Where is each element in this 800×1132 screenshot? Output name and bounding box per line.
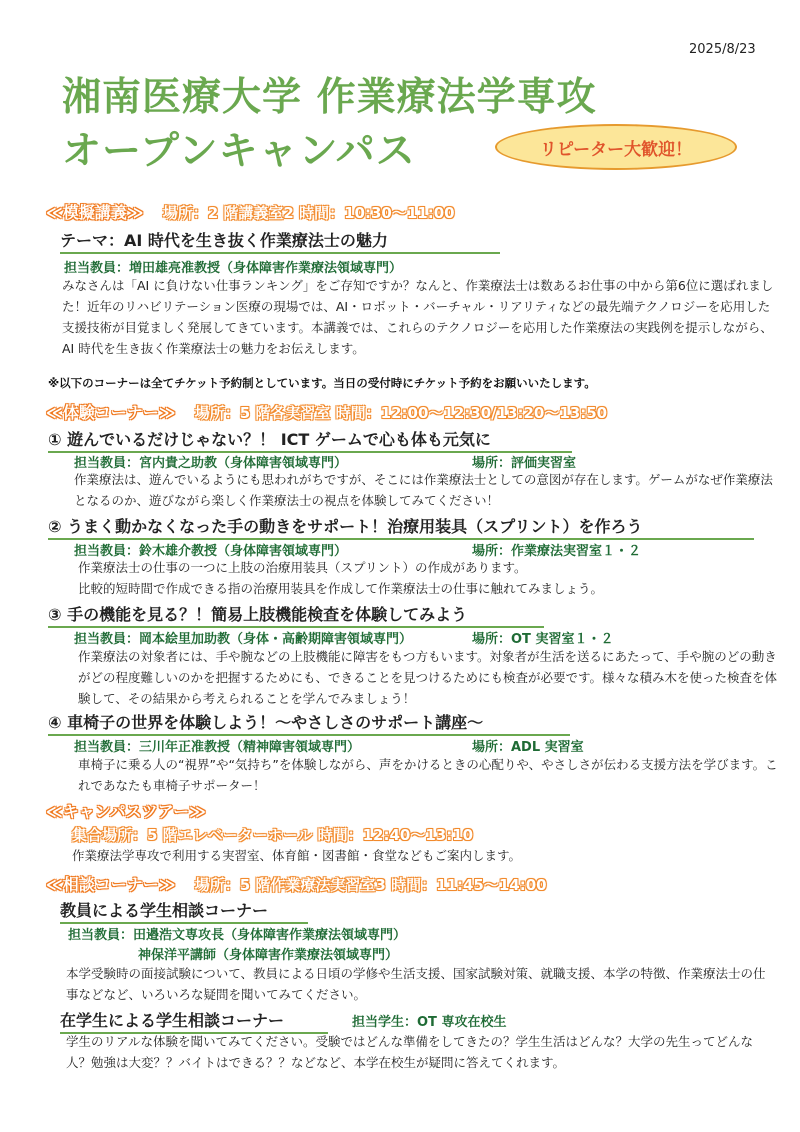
experience-item-1-place: 場所：評価実習室 — [472, 456, 577, 471]
experience-item-2-place: 場所：作業療法実習室１・２ — [472, 544, 642, 559]
tour-info: 集合場所：5 階エレベーターホール 時間：12:40〜13:10 — [72, 826, 474, 844]
experience-item-4-place: 場所：ADL 実習室 — [472, 740, 584, 755]
lecture-info: 場所：2 階講義室2 時間：10:30〜11:00 — [162, 204, 455, 222]
experience-item-4-teacher: 担当教員：三川年正准教授（精神障害領域専門） — [74, 740, 361, 755]
consult-header — [46, 872, 547, 895]
lecture-teacher: 担当教員：増田雄亮准教授（身体障害作業療法領域専門） — [64, 261, 403, 276]
lecture-body: みなさんは「AI に負けない仕事ランキング」をご存知ですか？なんと、作業療法士は数あるお仕事の中から第6位に選ばれました！近年のリハビリテーション医療の現場では、AI・ロボット・バーチャル・リアリティなどの最先端テクノロジーを応用した支援技術が目覚ましく発展してきています。本講義では、これらのテクノロジーを応用した作業療法の実践例を提示しながら、AI 時代を生き抜く作業療法士の魅力をお伝えします。 — [62, 278, 774, 356]
experience-info: 場所：5 階各実習室 時間：12:00〜12:30/13:20〜13:50 — [194, 404, 608, 422]
faculty-consult-body: 本学受験時の面接試験について、教員による日頃の学修や生活支援、国家試験対策、就職支援、本学の特徴、作業療法士の仕事などなど、いろいろな疑問を聞いてみてください。 — [66, 966, 766, 1002]
student-consult-teacher: 担当学生：OT 専攻在校生 — [352, 1015, 507, 1030]
student-consult-title: 在学生による学生相談コーナー — [60, 1008, 328, 1034]
tour-body: 作業療法学専攻で利用する実習室、体育館・図書館・食堂などもご案内します。 — [72, 848, 522, 863]
experience-item-2-teacher: 担当教員：鈴木雄介教授（身体障害領域専門） — [74, 544, 348, 559]
experience-item-3-place: 場所：OT 実習室１・２ — [472, 632, 614, 647]
repeater-badge: リピーター大歓迎！ — [495, 124, 737, 170]
consult-info: 場所：5 階作業療法実習室3 時間：11:45〜14:00 — [194, 876, 547, 894]
consult-label: ≪相談コーナー≫ — [46, 875, 176, 894]
experience-label: ≪体験コーナー≫ — [46, 403, 176, 422]
tour-info-line — [72, 824, 473, 845]
reservation-notice: ※以下のコーナーは全てチケット予約制としています。当日の受付時にチケット予約をお願いいたします。 — [48, 376, 596, 390]
experience-item-2-body2: 比較的短時間で作成できる指の治療用装具を作成して作業療法士の仕事に触れてみましょう。 — [78, 581, 604, 596]
tour-label: ≪キャンパスツアー≫ — [46, 802, 206, 821]
faculty-consult-teacher2: 神保洋平講師（身体障害作業療法領域専門） — [138, 948, 399, 963]
tour-header — [46, 799, 220, 822]
faculty-consult-teacher1: 担当教員：田邉浩文専攻長（身体障害作業療法領域専門） — [68, 928, 407, 943]
experience-item-4-body: 車椅子に乗る人の“視界”や“気持ち”を体験しながら、声をかけるときの心配りや、やさしさが伝わる支援方法を学びます。これであなたも車椅子サポーター！ — [78, 757, 778, 793]
date: 2025/8/23 — [689, 42, 756, 57]
experience-item-3-teacher: 担当教員：岡本絵里加助教（身体・高齢期障害領域専門） — [74, 632, 413, 647]
experience-item-1-body: 作業療法は、遊んでいるようにも思われがちですが、そこには作業療法士としての意図が存在します。ゲームがなぜ作業療法となるのか、遊びながら楽しく作業療法士の視点を体験してみてください！ — [74, 472, 773, 508]
student-consult-body: 学生のリアルな体験を聞いてみてください。受験ではどんな準備をしてきたの？学生生活はどんな？大学の先生ってどんな人？勉強は大変？？バイトはできる？？などなど、本学在校生が疑問に答えてくれます。 — [66, 1034, 754, 1070]
page-title-line2: オープンキャンパス — [62, 129, 416, 174]
experience-item-1-teacher: 担当教員：宮内貴之助教（身体障害領域専門） — [74, 456, 348, 471]
page-title-line1: 湘南医療大学 作業療法学専攻 — [62, 75, 597, 120]
experience-item-2-title: ② うまく動かなくなった手の動きをサポート！治療用装具（スプリント）を作ろう — [48, 514, 754, 540]
lecture-label: ≪模擬講義≫ — [46, 203, 144, 222]
faculty-consult-title: 教員による学生相談コーナー — [60, 898, 308, 924]
experience-header — [46, 400, 607, 423]
experience-item-3-body: 作業療法の対象者には、手や腕などの上肢機能に障害をもつ方もいます。対象者が生活を送るにあたって、手や腕のどの動きがどの程度難しいのかを把握するためにも、できることを見つけるためにも検査が必要です。様々な積み木を使った検査を体験して、その結果から考えられることを学んでみましょう！ — [78, 649, 778, 706]
experience-item-1-title: ① 遊んでいるだけじゃない？！ ICT ゲームで心も体も元気に — [48, 427, 572, 453]
experience-item-2-body: 作業療法士の仕事の一つに上肢の治療用装具（スプリント）の作成があります。 — [78, 560, 527, 575]
experience-item-3-title: ③ 手の機能を見る？！簡易上肢機能検査を体験してみよう — [48, 602, 544, 628]
lecture-theme: テーマ：AI 時代を生き抜く作業療法士の魅力 — [60, 228, 500, 254]
experience-item-4-title: ④ 車椅子の世界を体験しよう！〜やさしさのサポート講座〜 — [48, 710, 570, 736]
lecture-header — [46, 200, 455, 223]
